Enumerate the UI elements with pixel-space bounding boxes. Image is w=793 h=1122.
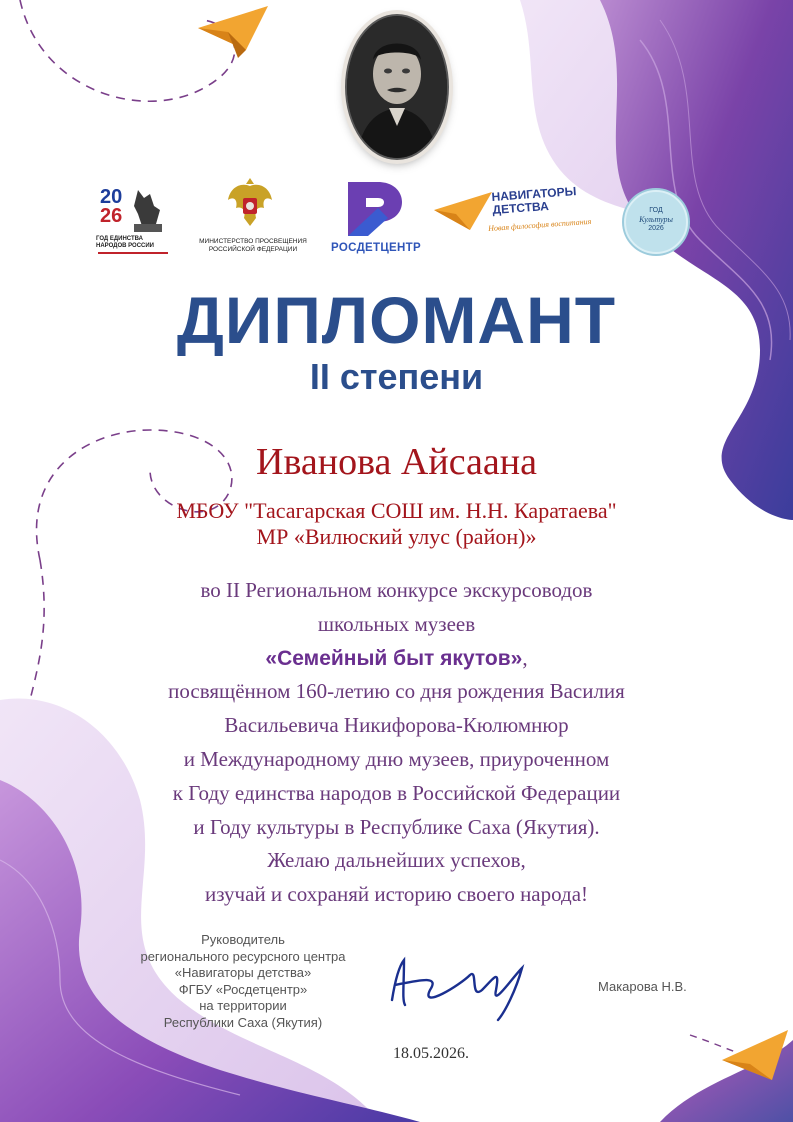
signature-line: ФГБУ «Росдетцентр» bbox=[178, 981, 308, 997]
year-top: 20 bbox=[100, 186, 123, 208]
body-line: и Году культуры в Республике Саха (Якутия). bbox=[193, 814, 600, 839]
logo-culture-seal bbox=[624, 190, 688, 254]
signature-line: Республики Саха (Якутия) bbox=[163, 1014, 323, 1030]
portrait-frame bbox=[345, 14, 449, 160]
signer-name: Макарова Н.В. bbox=[598, 979, 687, 994]
signature-line: на территории bbox=[199, 998, 287, 1013]
logo-year-unity bbox=[98, 184, 170, 256]
signature-line: «Навигаторы детства» bbox=[174, 965, 312, 980]
culture-seal-text: ГОД Культуры 2026 bbox=[639, 207, 673, 232]
logo-ministry bbox=[198, 178, 308, 262]
body-line: Васильевича Никифорова-Кюлюмнюр bbox=[224, 713, 569, 738]
body-line: изучай и сохраняй историю своего народа! bbox=[204, 882, 589, 907]
year-caption: ГОД ЕДИНСТВА НАРОДОВ РОССИИ bbox=[96, 236, 154, 249]
body-line: посвящённом 160-летию со дня рождения Василия bbox=[168, 679, 625, 704]
portrait-image bbox=[347, 16, 447, 158]
body-line: школьных музеев bbox=[317, 611, 476, 636]
body-line: к Году единства народов в Российской Федерации bbox=[172, 780, 621, 805]
year-digits bbox=[100, 188, 122, 226]
diploma-title: ДИПЛОМАНТ bbox=[176, 283, 617, 357]
year-underline bbox=[98, 252, 168, 254]
body-line: Желаю дальнейших успехов, bbox=[267, 848, 526, 873]
recipient-name: Иванова Айсаана bbox=[256, 441, 537, 483]
logo-navigators bbox=[434, 186, 604, 248]
body-line: и Международному дню музеев, приуроченном bbox=[183, 746, 610, 771]
navigators-tagline: Новая философия воспитания bbox=[487, 216, 592, 234]
signature-scribble bbox=[392, 960, 522, 1020]
diploma-degree: II степени bbox=[309, 356, 484, 397]
signature-line: Руководитель bbox=[201, 932, 285, 947]
recipient-school bbox=[0, 498, 793, 550]
double-eagle-icon bbox=[226, 178, 274, 232]
signature-line: регионального ресурсного центра bbox=[140, 948, 346, 964]
logo-rosdetcenter bbox=[320, 178, 432, 260]
body-line-contest: «Семейный быт якутов», bbox=[265, 645, 528, 670]
issue-date: 18.05.2026. bbox=[393, 1045, 469, 1062]
year-bottom: 26 bbox=[100, 205, 123, 227]
navigators-plane-icon bbox=[434, 192, 492, 232]
dashed-path-top bbox=[20, 0, 235, 101]
diploma-body bbox=[80, 574, 713, 912]
rosdetcenter-r-icon bbox=[342, 178, 406, 238]
contest-name: «Семейный быт якутов» bbox=[265, 646, 523, 670]
navigators-title: НАВИГАТОРЫ ДЕТСТВА bbox=[491, 184, 577, 217]
paper-plane-top bbox=[198, 6, 268, 58]
ministry-caption: МИНИСТЕРСТВО ПРОСВЕЩЕНИЯ РОССИЙСКОЙ ФЕДЕРАЦИИ bbox=[199, 238, 307, 253]
school-district: МР «Вилюский улус (район)» bbox=[256, 524, 537, 549]
signature-block bbox=[108, 932, 378, 1031]
rosdetcenter-caption: РОСДЕТЦЕНТР bbox=[331, 242, 421, 254]
body-line: во II Региональном конкурсе экскурсоводов bbox=[200, 578, 593, 602]
school-name: МБОУ "Тасагарская СОШ им. Н.Н. Каратаева" bbox=[176, 498, 617, 523]
